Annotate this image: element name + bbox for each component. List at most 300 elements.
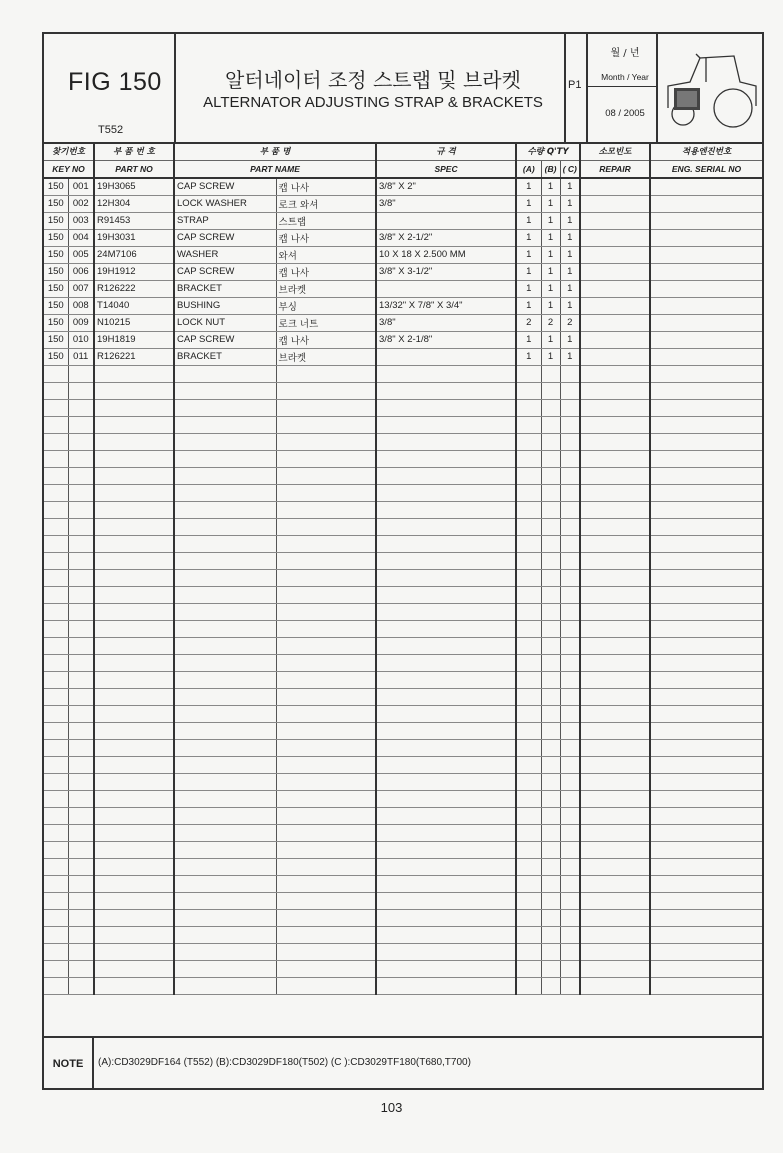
cell-a: 2 bbox=[516, 314, 541, 331]
empty-row bbox=[44, 841, 762, 858]
empty-cell bbox=[376, 722, 516, 739]
empty-cell bbox=[94, 518, 174, 535]
empty-cell bbox=[516, 671, 541, 688]
cell-fig: 150 bbox=[44, 263, 68, 280]
empty-cell bbox=[174, 518, 276, 535]
empty-cell bbox=[516, 807, 541, 824]
empty-cell bbox=[580, 382, 650, 399]
cell-spec: 3/8" X 2" bbox=[376, 178, 516, 195]
empty-cell bbox=[376, 518, 516, 535]
cell-part: 24M7106 bbox=[94, 246, 174, 263]
empty-cell bbox=[68, 586, 94, 603]
empty-cell bbox=[376, 654, 516, 671]
cell-spec bbox=[376, 348, 516, 365]
empty-cell bbox=[580, 195, 650, 212]
empty-cell bbox=[650, 314, 762, 331]
cell-fig: 150 bbox=[44, 331, 68, 348]
cell-part: 19H1912 bbox=[94, 263, 174, 280]
empty-cell bbox=[68, 705, 94, 722]
empty-cell bbox=[68, 535, 94, 552]
empty-cell bbox=[376, 637, 516, 654]
empty-row bbox=[44, 671, 762, 688]
empty-cell bbox=[541, 518, 560, 535]
empty-cell bbox=[68, 450, 94, 467]
empty-row bbox=[44, 756, 762, 773]
empty-cell bbox=[580, 705, 650, 722]
empty-cell bbox=[580, 773, 650, 790]
empty-cell bbox=[94, 705, 174, 722]
empty-cell bbox=[580, 484, 650, 501]
empty-cell bbox=[44, 637, 68, 654]
cell-name-kr: 브라켓 bbox=[276, 348, 376, 365]
empty-cell bbox=[580, 807, 650, 824]
empty-cell bbox=[560, 773, 580, 790]
empty-cell bbox=[541, 790, 560, 807]
empty-cell bbox=[650, 331, 762, 348]
empty-cell bbox=[580, 790, 650, 807]
empty-cell bbox=[276, 382, 376, 399]
cell-part: R126222 bbox=[94, 280, 174, 297]
empty-cell bbox=[174, 841, 276, 858]
empty-cell bbox=[276, 654, 376, 671]
empty-cell bbox=[68, 739, 94, 756]
empty-cell bbox=[650, 263, 762, 280]
cell-c: 1 bbox=[560, 348, 580, 365]
cell-fig: 150 bbox=[44, 297, 68, 314]
empty-cell bbox=[276, 450, 376, 467]
empty-cell bbox=[376, 535, 516, 552]
empty-cell bbox=[650, 518, 762, 535]
empty-row bbox=[44, 909, 762, 926]
empty-cell bbox=[516, 569, 541, 586]
empty-cell bbox=[650, 892, 762, 909]
cell-fig: 150 bbox=[44, 280, 68, 297]
cell-fig: 150 bbox=[44, 229, 68, 246]
empty-cell bbox=[376, 399, 516, 416]
empty-cell bbox=[376, 365, 516, 382]
empty-cell bbox=[541, 620, 560, 637]
empty-cell bbox=[516, 382, 541, 399]
empty-cell bbox=[376, 960, 516, 977]
empty-cell bbox=[44, 858, 68, 875]
empty-cell bbox=[560, 926, 580, 943]
cell-key: 007 bbox=[68, 280, 94, 297]
empty-cell bbox=[516, 722, 541, 739]
empty-cell bbox=[650, 909, 762, 926]
cell-a: 1 bbox=[516, 212, 541, 229]
empty-cell bbox=[276, 365, 376, 382]
empty-row bbox=[44, 807, 762, 824]
empty-cell bbox=[516, 756, 541, 773]
empty-cell bbox=[560, 671, 580, 688]
empty-cell bbox=[376, 416, 516, 433]
empty-cell bbox=[516, 977, 541, 994]
empty-cell bbox=[560, 841, 580, 858]
empty-cell bbox=[650, 501, 762, 518]
empty-row bbox=[44, 943, 762, 960]
cell-fig: 150 bbox=[44, 314, 68, 331]
empty-cell bbox=[516, 654, 541, 671]
empty-cell bbox=[94, 892, 174, 909]
empty-cell bbox=[174, 467, 276, 484]
empty-row bbox=[44, 467, 762, 484]
cell-part: R91453 bbox=[94, 212, 174, 229]
empty-cell bbox=[580, 365, 650, 382]
empty-cell bbox=[541, 433, 560, 450]
empty-cell bbox=[541, 705, 560, 722]
empty-cell bbox=[174, 450, 276, 467]
cell-b: 1 bbox=[541, 212, 560, 229]
empty-cell bbox=[174, 501, 276, 518]
empty-cell bbox=[68, 841, 94, 858]
empty-row bbox=[44, 365, 762, 382]
empty-cell bbox=[276, 739, 376, 756]
empty-cell bbox=[276, 722, 376, 739]
empty-cell bbox=[580, 280, 650, 297]
empty-cell bbox=[94, 450, 174, 467]
empty-row bbox=[44, 382, 762, 399]
empty-cell bbox=[376, 501, 516, 518]
model-code: T552 bbox=[98, 124, 124, 136]
cell-a: 1 bbox=[516, 246, 541, 263]
empty-cell bbox=[650, 671, 762, 688]
empty-cell bbox=[44, 671, 68, 688]
cell-name-en: LOCK WASHER bbox=[174, 195, 276, 212]
empty-cell bbox=[580, 518, 650, 535]
empty-cell bbox=[650, 467, 762, 484]
empty-cell bbox=[580, 960, 650, 977]
empty-row bbox=[44, 518, 762, 535]
empty-cell bbox=[650, 654, 762, 671]
cell-c: 1 bbox=[560, 229, 580, 246]
empty-cell bbox=[516, 841, 541, 858]
empty-cell bbox=[276, 637, 376, 654]
empty-cell bbox=[94, 637, 174, 654]
empty-cell bbox=[580, 552, 650, 569]
empty-cell bbox=[516, 399, 541, 416]
empty-cell bbox=[560, 977, 580, 994]
empty-cell bbox=[94, 790, 174, 807]
empty-cell bbox=[44, 382, 68, 399]
col-key-en: KEY NO bbox=[44, 160, 94, 178]
empty-cell bbox=[174, 688, 276, 705]
empty-cell bbox=[580, 212, 650, 229]
col-spec-kr: 규 격 bbox=[376, 142, 516, 160]
empty-cell bbox=[174, 620, 276, 637]
empty-cell bbox=[516, 790, 541, 807]
empty-cell bbox=[276, 841, 376, 858]
empty-cell bbox=[376, 552, 516, 569]
empty-cell bbox=[650, 807, 762, 824]
empty-cell bbox=[174, 654, 276, 671]
empty-cell bbox=[516, 603, 541, 620]
empty-cell bbox=[516, 824, 541, 841]
cell-name-en: BRACKET bbox=[174, 280, 276, 297]
cell-name-en: STRAP bbox=[174, 212, 276, 229]
empty-cell bbox=[44, 824, 68, 841]
cell-fig: 150 bbox=[44, 178, 68, 195]
empty-cell bbox=[276, 824, 376, 841]
empty-cell bbox=[44, 433, 68, 450]
empty-cell bbox=[650, 637, 762, 654]
empty-row bbox=[44, 450, 762, 467]
empty-row bbox=[44, 399, 762, 416]
empty-cell bbox=[376, 671, 516, 688]
empty-cell bbox=[376, 586, 516, 603]
cell-b: 1 bbox=[541, 178, 560, 195]
empty-cell bbox=[276, 892, 376, 909]
empty-cell bbox=[68, 722, 94, 739]
empty-cell bbox=[94, 569, 174, 586]
table-row bbox=[44, 314, 762, 331]
empty-cell bbox=[44, 450, 68, 467]
empty-cell bbox=[516, 926, 541, 943]
empty-cell bbox=[541, 807, 560, 824]
empty-cell bbox=[541, 450, 560, 467]
cell-spec: 3/8" X 2-1/8" bbox=[376, 331, 516, 348]
empty-cell bbox=[541, 603, 560, 620]
empty-cell bbox=[650, 943, 762, 960]
cell-part: 19H3031 bbox=[94, 229, 174, 246]
empty-cell bbox=[650, 348, 762, 365]
empty-cell bbox=[580, 620, 650, 637]
empty-cell bbox=[68, 671, 94, 688]
empty-cell bbox=[94, 824, 174, 841]
empty-cell bbox=[68, 773, 94, 790]
empty-cell bbox=[650, 790, 762, 807]
parts-table bbox=[44, 142, 762, 995]
empty-cell bbox=[44, 688, 68, 705]
empty-cell bbox=[541, 773, 560, 790]
cell-name-en: CAP SCREW bbox=[174, 229, 276, 246]
cell-name-en: CAP SCREW bbox=[174, 178, 276, 195]
empty-cell bbox=[68, 467, 94, 484]
empty-cell bbox=[376, 909, 516, 926]
cell-part: 12H304 bbox=[94, 195, 174, 212]
cell-name-en: LOCK NUT bbox=[174, 314, 276, 331]
empty-cell bbox=[516, 960, 541, 977]
empty-row bbox=[44, 875, 762, 892]
cell-key: 010 bbox=[68, 331, 94, 348]
empty-cell bbox=[44, 569, 68, 586]
empty-cell bbox=[560, 620, 580, 637]
empty-cell bbox=[44, 654, 68, 671]
empty-cell bbox=[94, 807, 174, 824]
empty-cell bbox=[516, 552, 541, 569]
table-row bbox=[44, 212, 762, 229]
empty-cell bbox=[650, 433, 762, 450]
empty-cell bbox=[68, 943, 94, 960]
empty-cell bbox=[44, 501, 68, 518]
page-id: P1 bbox=[568, 79, 582, 91]
empty-cell bbox=[541, 467, 560, 484]
empty-cell bbox=[376, 875, 516, 892]
empty-cell bbox=[560, 552, 580, 569]
cell-name-en: CAP SCREW bbox=[174, 263, 276, 280]
empty-cell bbox=[44, 399, 68, 416]
empty-cell bbox=[174, 739, 276, 756]
empty-cell bbox=[560, 433, 580, 450]
empty-cell bbox=[276, 484, 376, 501]
empty-cell bbox=[44, 756, 68, 773]
empty-row bbox=[44, 654, 762, 671]
empty-cell bbox=[68, 416, 94, 433]
col-qty-kr: 수량 Q'TY bbox=[516, 142, 580, 160]
cell-name-kr: 캡 나사 bbox=[276, 331, 376, 348]
empty-cell bbox=[580, 756, 650, 773]
title-korean: 알터네이터 조정 스트랩 및 브라켓 bbox=[225, 68, 521, 92]
empty-cell bbox=[376, 603, 516, 620]
empty-cell bbox=[94, 688, 174, 705]
empty-cell bbox=[376, 569, 516, 586]
empty-cell bbox=[560, 960, 580, 977]
empty-cell bbox=[560, 365, 580, 382]
empty-cell bbox=[541, 535, 560, 552]
table-row bbox=[44, 263, 762, 280]
empty-cell bbox=[44, 875, 68, 892]
date-label-korean: 월 / 년 bbox=[610, 48, 640, 59]
col-repair-kr: 소모빈도 bbox=[580, 142, 650, 160]
empty-cell bbox=[94, 433, 174, 450]
empty-cell bbox=[560, 654, 580, 671]
empty-cell bbox=[94, 535, 174, 552]
empty-cell bbox=[376, 892, 516, 909]
empty-cell bbox=[174, 484, 276, 501]
empty-cell bbox=[560, 467, 580, 484]
empty-cell bbox=[650, 297, 762, 314]
empty-cell bbox=[44, 926, 68, 943]
cell-part: N10215 bbox=[94, 314, 174, 331]
empty-cell bbox=[94, 773, 174, 790]
empty-cell bbox=[44, 977, 68, 994]
empty-cell bbox=[44, 586, 68, 603]
cell-key: 009 bbox=[68, 314, 94, 331]
empty-cell bbox=[376, 467, 516, 484]
empty-cell bbox=[68, 824, 94, 841]
empty-cell bbox=[68, 433, 94, 450]
empty-cell bbox=[516, 637, 541, 654]
cell-key: 005 bbox=[68, 246, 94, 263]
empty-cell bbox=[516, 416, 541, 433]
note-text: (A):CD3029DF164 (T552) (B):CD3029DF180(T502) (C ):CD3029TF180(T680,T700) bbox=[98, 1057, 471, 1068]
empty-cell bbox=[174, 433, 276, 450]
empty-cell bbox=[174, 909, 276, 926]
empty-cell bbox=[174, 722, 276, 739]
empty-cell bbox=[516, 875, 541, 892]
empty-cell bbox=[516, 705, 541, 722]
empty-cell bbox=[376, 739, 516, 756]
empty-cell bbox=[541, 926, 560, 943]
cell-name-kr: 로크 너트 bbox=[276, 314, 376, 331]
empty-cell bbox=[580, 824, 650, 841]
empty-cell bbox=[541, 841, 560, 858]
empty-cell bbox=[68, 875, 94, 892]
empty-cell bbox=[650, 399, 762, 416]
empty-cell bbox=[560, 518, 580, 535]
empty-cell bbox=[276, 790, 376, 807]
empty-row bbox=[44, 773, 762, 790]
empty-cell bbox=[541, 416, 560, 433]
empty-cell bbox=[68, 620, 94, 637]
empty-cell bbox=[580, 875, 650, 892]
empty-cell bbox=[541, 501, 560, 518]
empty-cell bbox=[44, 773, 68, 790]
cell-b: 1 bbox=[541, 229, 560, 246]
empty-cell bbox=[541, 484, 560, 501]
empty-cell bbox=[560, 484, 580, 501]
empty-cell bbox=[68, 807, 94, 824]
empty-cell bbox=[94, 926, 174, 943]
empty-cell bbox=[541, 943, 560, 960]
empty-cell bbox=[68, 926, 94, 943]
empty-cell bbox=[580, 433, 650, 450]
empty-cell bbox=[560, 824, 580, 841]
cell-name-kr: 와셔 bbox=[276, 246, 376, 263]
empty-cell bbox=[376, 858, 516, 875]
empty-cell bbox=[650, 586, 762, 603]
cell-a: 1 bbox=[516, 195, 541, 212]
empty-cell bbox=[174, 807, 276, 824]
empty-cell bbox=[44, 620, 68, 637]
empty-cell bbox=[68, 756, 94, 773]
empty-cell bbox=[650, 960, 762, 977]
empty-cell bbox=[94, 552, 174, 569]
empty-cell bbox=[650, 705, 762, 722]
empty-cell bbox=[516, 688, 541, 705]
col-name-en: PART NAME bbox=[174, 160, 376, 178]
cell-a: 1 bbox=[516, 263, 541, 280]
empty-row bbox=[44, 926, 762, 943]
empty-cell bbox=[560, 722, 580, 739]
empty-cell bbox=[68, 654, 94, 671]
cell-key: 003 bbox=[68, 212, 94, 229]
empty-cell bbox=[94, 977, 174, 994]
empty-cell bbox=[94, 943, 174, 960]
empty-cell bbox=[94, 467, 174, 484]
empty-cell bbox=[516, 365, 541, 382]
empty-cell bbox=[174, 705, 276, 722]
date-value: 08 / 2005 bbox=[605, 108, 645, 119]
empty-cell bbox=[376, 790, 516, 807]
empty-cell bbox=[94, 484, 174, 501]
empty-cell bbox=[376, 688, 516, 705]
empty-cell bbox=[174, 671, 276, 688]
empty-cell bbox=[174, 365, 276, 382]
empty-cell bbox=[376, 943, 516, 960]
empty-cell bbox=[276, 773, 376, 790]
empty-cell bbox=[44, 841, 68, 858]
cell-key: 008 bbox=[68, 297, 94, 314]
cell-fig: 150 bbox=[44, 195, 68, 212]
empty-cell bbox=[650, 773, 762, 790]
cell-c: 1 bbox=[560, 246, 580, 263]
empty-cell bbox=[44, 739, 68, 756]
empty-cell bbox=[44, 552, 68, 569]
empty-cell bbox=[68, 892, 94, 909]
empty-cell bbox=[560, 756, 580, 773]
cell-key: 001 bbox=[68, 178, 94, 195]
empty-row bbox=[44, 620, 762, 637]
empty-cell bbox=[376, 807, 516, 824]
cell-c: 1 bbox=[560, 212, 580, 229]
empty-cell bbox=[174, 586, 276, 603]
empty-cell bbox=[541, 688, 560, 705]
cell-part: R126221 bbox=[94, 348, 174, 365]
empty-cell bbox=[68, 790, 94, 807]
empty-cell bbox=[580, 637, 650, 654]
empty-cell bbox=[174, 637, 276, 654]
col-repair-en: REPAIR bbox=[580, 160, 650, 178]
